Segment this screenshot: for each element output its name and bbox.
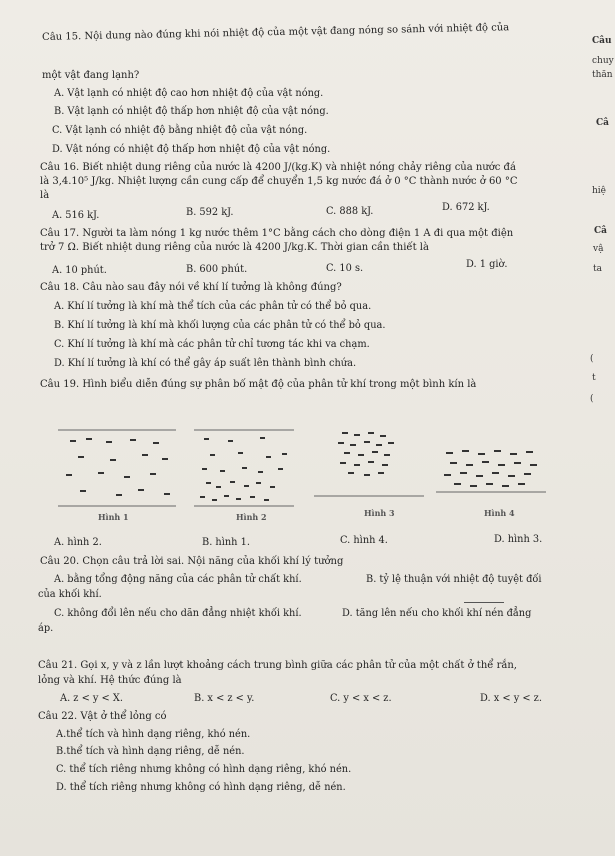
figure-4-caption: Hình 4: [484, 508, 515, 518]
q19-option-d[interactable]: D. hình 3.: [494, 534, 543, 545]
figure-3: [314, 426, 424, 508]
margin-text: Câ: [596, 118, 609, 128]
q20-option-c[interactable]: C. không đổi lên nếu cho dãn đẳng nhiệt khối khí.: [54, 608, 302, 619]
q22-stem: Câu 22. Vật ở thể lỏng có: [38, 711, 167, 722]
q17-option-a[interactable]: A. 10 phút.: [52, 265, 107, 276]
q18-option-d[interactable]: D. Khí lí tưởng là khí có thể gây áp suất lên thành bình chứa.: [54, 358, 357, 369]
figure-2-caption: Hình 2: [236, 512, 267, 522]
q18-option-a[interactable]: A. Khí lí tưởng là khí mà thể tích của các phân tử có thể bỏ qua.: [54, 301, 372, 312]
q17-stem: Câu 17. Người ta làm nóng 1 kg nước thêm 1°C bằng cách cho dòng điện 1 A đi qua một điện: [40, 228, 514, 239]
q19-option-b[interactable]: B. hình 1.: [202, 537, 250, 548]
q20-option-a-cont: của khối khí.: [38, 589, 102, 600]
q15-stem: Câu 15. Nội dung nào đúng khi nói nhiệt độ của một vật đang nóng so sánh với nhiệt độ của: [42, 22, 510, 43]
margin-text: (: [590, 394, 594, 404]
q19-option-a[interactable]: A. hình 2.: [54, 537, 102, 548]
q15-stem-2: một vật đang lạnh?: [42, 70, 140, 81]
figure-4: [436, 426, 546, 508]
q22-option-d[interactable]: D. thể tích riêng nhưng không có hình dạng riêng, dễ nén.: [56, 782, 346, 793]
q17-option-d[interactable]: D. 1 giờ.: [466, 259, 508, 270]
margin-text: (: [590, 354, 594, 364]
q15-option-d[interactable]: D. Vật nóng có nhiệt độ thấp hơn nhiệt độ của vật nóng.: [52, 144, 331, 155]
q20-option-d[interactable]: D. tăng lên nếu cho khối khí nén đẳng: [342, 608, 532, 619]
q15-option-c[interactable]: C. Vật lạnh có nhiệt độ bằng nhiệt độ của vật nóng.: [52, 125, 308, 136]
q19-option-c[interactable]: C. hình 4.: [340, 535, 388, 546]
q17-option-c[interactable]: C. 10 s.: [326, 263, 364, 274]
figure-1: [58, 426, 176, 508]
q21-stem-2: lỏng và khí. Hệ thức đúng là: [38, 675, 182, 686]
q21-option-c[interactable]: C. y < x < z.: [330, 693, 392, 704]
q18-option-c[interactable]: C. Khí lí tưởng là khí mà các phân tử chỉ tương tác khi va chạm.: [54, 339, 370, 350]
q16-option-c[interactable]: C. 888 kJ.: [326, 206, 374, 217]
q21-stem: Câu 21. Gọi x, y và z lần lượt khoảng cách trung bình giữa các phân tử của một chất ở thể rắn,: [38, 660, 517, 671]
q15-option-b[interactable]: B. Vật lạnh có nhiệt độ thấp hơn nhiệt độ của vật nóng.: [54, 106, 329, 117]
q22-option-c[interactable]: C. thể tích riêng nhưng không có hình dạng riêng, khó nén.: [56, 764, 352, 775]
q20-option-a[interactable]: A. bằng tổng động năng của các phân tử chất khí.: [54, 574, 302, 585]
q16-option-a[interactable]: A. 516 kJ.: [52, 210, 100, 221]
divider: [464, 602, 504, 603]
q17-option-b[interactable]: B. 600 phút.: [186, 264, 248, 275]
q20-option-d-cont: áp.: [38, 623, 54, 634]
q16-option-b[interactable]: B. 592 kJ.: [186, 207, 234, 218]
q18-option-b[interactable]: B. Khí lí tưởng là khí mà khối lượng của các phân tử có thể bỏ qua.: [54, 320, 386, 331]
q21-option-a[interactable]: A. z < y < X.: [60, 693, 123, 704]
q22-option-b[interactable]: B.thể tích và hình dạng riêng, dễ nén.: [56, 746, 245, 757]
q16-stem-2: là 3,4.10⁵ J/kg. Nhiệt lượng cần cung cấp để chuyển 1,5 kg nước đá ở 0 °C thành nước ở 60 °C: [40, 176, 518, 187]
q16-stem: Câu 16. Biết nhiệt dung riêng của nước là 4200 J/(kg.K) và nhiệt nóng chảy riêng của nước đá: [40, 162, 516, 173]
q19-stem: Câu 19. Hình biểu diễn đúng sự phân bố mật độ của phân tử khí trong một bình kín là: [40, 379, 477, 390]
q17-stem-2: trở 7 Ω. Biết nhiệt dung riêng của nước là 4200 J/kg.K. Thời gian cần thiết là: [40, 242, 429, 253]
figure-2: [194, 426, 294, 508]
margin-text: thăn: [592, 70, 613, 80]
q18-stem: Câu 18. Câu nào sau đây nói về khí lí tưởng là không đúng?: [40, 282, 342, 293]
q15-option-a[interactable]: A. Vật lạnh có nhiệt độ cao hơn nhiệt độ của vật nóng.: [54, 88, 324, 99]
margin-text: hiệ: [592, 186, 607, 196]
margin-text: chuy: [592, 56, 614, 66]
q16-stem-3: là: [40, 190, 50, 201]
figure-3-caption: Hình 3: [364, 508, 395, 518]
margin-text: Câu: [592, 36, 612, 46]
margin-text: t: [592, 373, 596, 383]
q21-option-d[interactable]: D. x < y < z.: [480, 693, 542, 704]
q20-option-b[interactable]: B. tỷ lệ thuận với nhiệt độ tuyệt đối: [366, 574, 542, 585]
q21-option-b[interactable]: B. x < z < y.: [194, 693, 255, 704]
margin-text: Câ: [594, 226, 607, 236]
q20-stem: Câu 20. Chọn câu trả lời sai. Nội năng của khối khí lý tưởng: [40, 556, 344, 567]
q16-option-d[interactable]: D. 672 kJ.: [442, 202, 490, 213]
margin-text: ta: [593, 264, 602, 274]
q22-option-a[interactable]: A.thể tích và hình dạng riêng, khó nén.: [56, 729, 251, 740]
margin-text: vậ: [593, 244, 604, 254]
figure-1-caption: Hình 1: [98, 512, 129, 522]
